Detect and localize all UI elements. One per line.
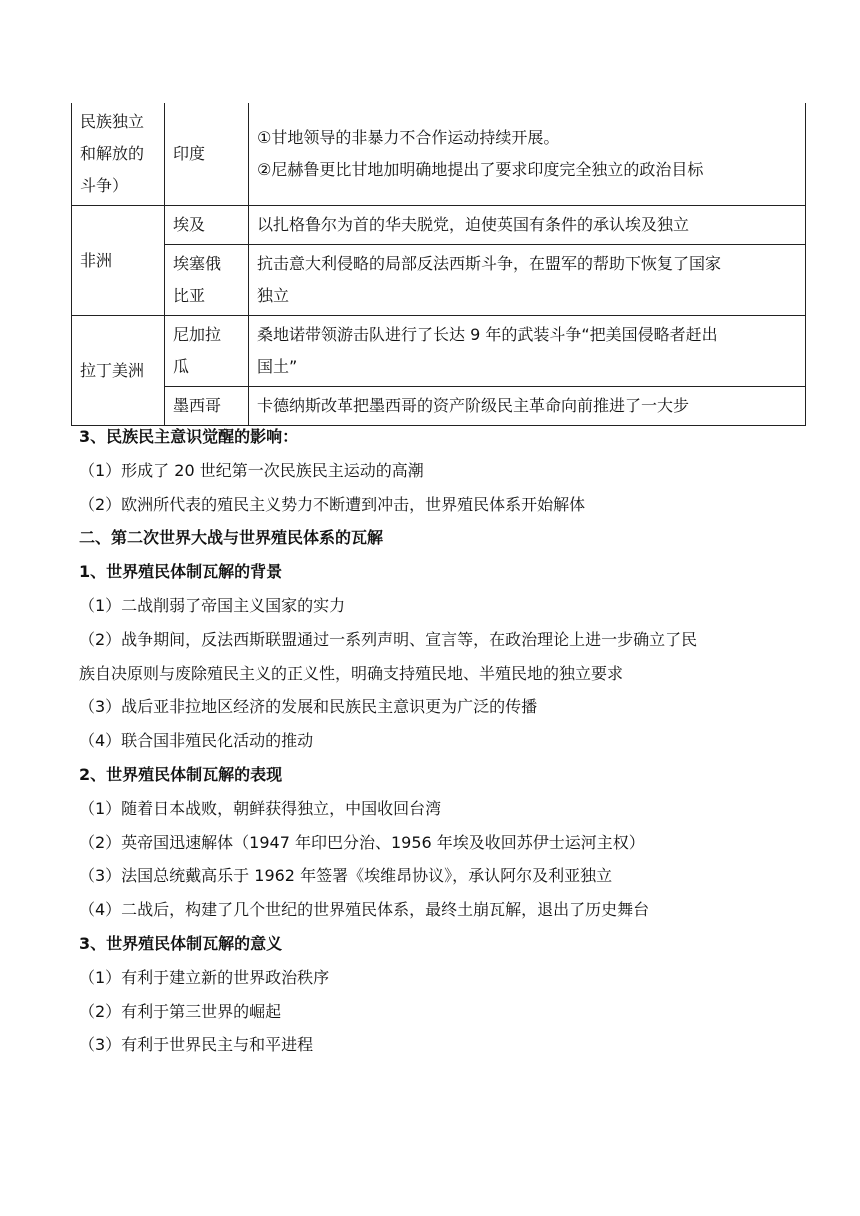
list-item: 族自决原则与废除殖民主义的正义性，明确支持殖民地、半殖民地的独立要求 [79,663,624,683]
table-row [72,316,806,387]
region-cell [72,316,165,426]
detail-cell [249,206,806,245]
list-item: （4）二战后，构建了几个世纪的世界殖民体系，最终土崩瓦解，退出了历史舞台 [79,900,650,920]
region-cell [72,103,165,206]
detail-line: 国土” [257,357,298,376]
detail-line: ②尼赫鲁更比甘地加明确地提出了要求印度完全独立的政治目标 [257,160,704,179]
section-heading: 3、世界殖民体制瓦解的意义 [79,933,283,953]
list-item: （3）有利于世界民主与和平进程 [79,1035,314,1055]
region-line: 民族独立 [80,112,145,131]
region-cell [72,206,165,316]
table-row [72,206,806,245]
detail-line: 卡德纳斯改革把墨西哥的资产阶级民主革命向前推进了一大步 [257,396,690,415]
section-heading: 2、世界殖民体制瓦解的表现 [79,764,283,784]
detail-line: 抗击意大利侵略的局部反法西斯斗争，在盟军的帮助下恢复了国家 [257,254,722,273]
country-line: 比亚 [173,286,206,305]
list-item: （2）战争期间，反法西斯联盟通过一系列声明、宣言等，在政治理论上进一步确立了民 [79,629,698,649]
detail-cell [249,316,806,387]
detail-cell [249,103,806,206]
region-line: 和解放的 [80,144,145,163]
list-item: （2）欧洲所代表的殖民主义势力不断遭到冲击，世界殖民体系开始解体 [79,494,586,514]
table-row [72,103,806,206]
list-item: （2）有利于第三世界的崛起 [79,1001,282,1021]
country-line: 埃及 [173,215,206,234]
country-cell [165,316,249,387]
detail-line: ①甘地领导的非暴力不合作运动持续开展。 [257,128,560,147]
region-line: 非洲 [80,250,113,270]
list-item: （1）二战削弱了帝国主义国家的实力 [79,595,346,615]
list-item: （2）英帝国迅速解体（1947 年印巴分治、1956 年埃及收回苏伊士运河主权） [79,832,645,852]
country-cell [165,103,249,206]
list-item: （1）随着日本战败，朝鲜获得独立，中国收回台湾 [79,798,442,818]
country-line: 埃塞俄 [173,254,222,273]
region-line: 斗争） [80,176,129,195]
history-table [71,103,806,426]
table-row [72,245,806,316]
section-heading: 1、世界殖民体制瓦解的背景 [79,562,283,582]
list-item: （4）联合国非殖民化活动的推动 [79,731,314,751]
detail-line: 桑地诺带领游击队进行了长达 9 年的武装斗争“把美国侵略者赶出 [257,325,718,344]
document-body [71,420,811,1062]
country-line: 墨西哥 [173,396,222,415]
list-item: （1）有利于建立新的世界政治秩序 [79,967,330,987]
country-line: 瓜 [173,357,190,376]
detail-line: 独立 [257,286,290,305]
list-item: （3）战后亚非拉地区经济的发展和民族民主意识更为广泛的传播 [79,697,538,717]
country-cell [165,206,249,245]
detail-cell [249,245,806,316]
country-line: 印度 [173,144,206,163]
list-item: （1）形成了 20 世纪第一次民族民主运动的高潮 [79,460,424,480]
section-heading: 二、第二次世界大战与世界殖民体系的瓦解 [79,528,384,548]
region-line: 拉丁美洲 [80,360,145,380]
detail-line: 以扎格鲁尔为首的华夫脱党，迫使英国有条件的承认埃及独立 [257,215,690,234]
section-heading: 3、民族民主意识觉醒的影响： [79,427,299,446]
country-line: 尼加拉 [173,325,222,344]
list-item: （3）法国总统戴高乐于 1962 年签署《埃维昂协议》，承认阿尔及利亚独立 [79,866,613,886]
country-cell [165,245,249,316]
